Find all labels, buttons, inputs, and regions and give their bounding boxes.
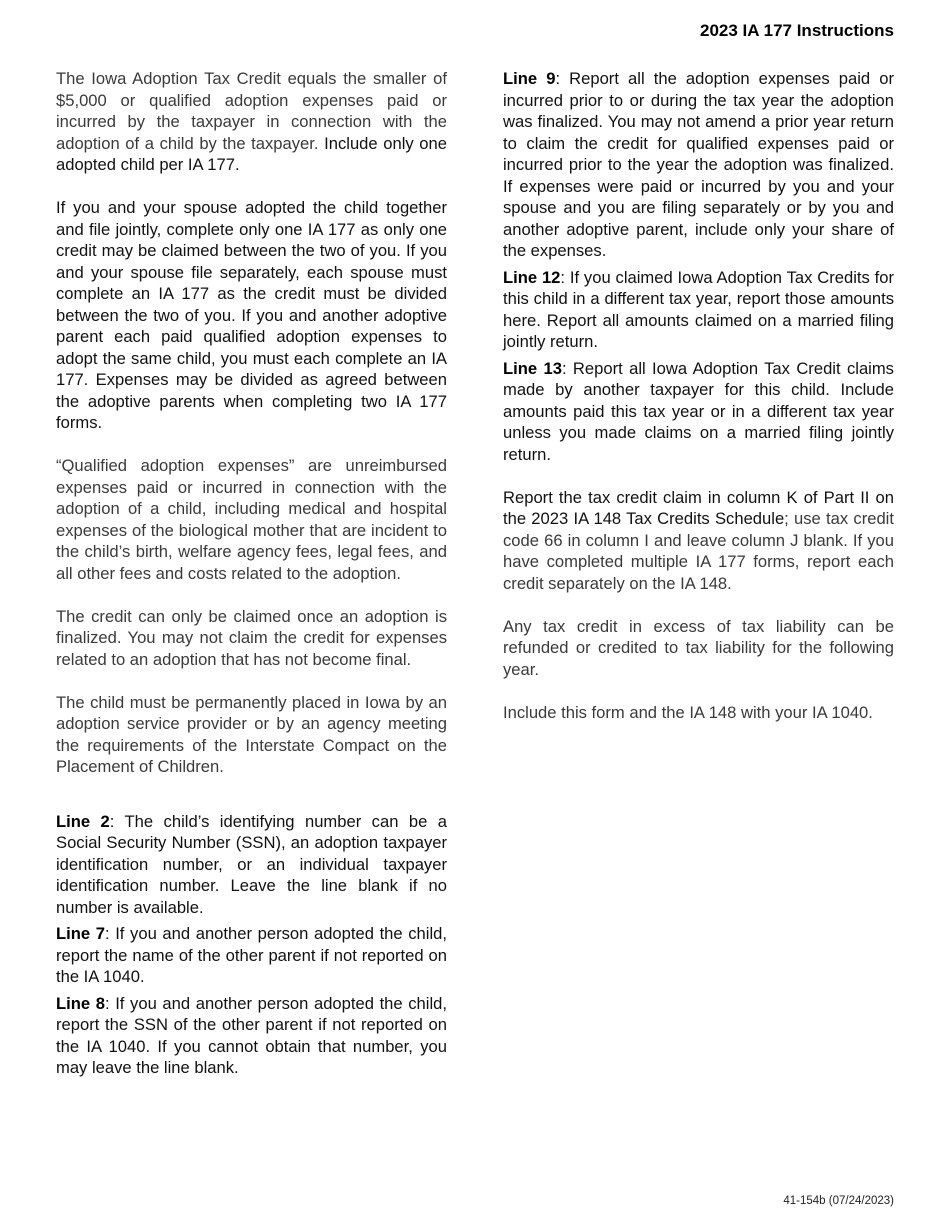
finalized-paragraph: The credit can only be claimed once an adoption is finalized. You may not claim the credit for expenses related to an adoption that has not become final. xyxy=(56,606,447,669)
intro-text: The Iowa Adoption Tax Credit equals the smaller of $5,000 or qualified adoption expenses paid or incurred by the taxpayer in connection with the adoption of a child by the taxpayer. xyxy=(56,69,447,153)
include-paragraph: Include this form and the IA 148 with your IA 1040. xyxy=(503,702,873,722)
page-title: 2023 IA 177 Instructions xyxy=(699,21,894,40)
form-code: 41-154b (07/24/2023) xyxy=(783,1195,894,1207)
report-text: Report the tax credit claim in column K of Part II on the 2023 IA 148 Tax Credits Schedule xyxy=(503,487,894,528)
line9-paragraph xyxy=(503,68,894,262)
line8-paragraph xyxy=(56,993,447,1079)
line7-label: Line 7 xyxy=(56,924,105,943)
line12-label: Line 12 xyxy=(503,267,561,287)
right-column xyxy=(503,68,894,723)
report-paragraph xyxy=(503,487,894,595)
spouse-paragraph: If you and your spouse adopted the child together and file jointly, complete only one IA 177 as only one credit may be claimed between the two of you. If you and your spouse file separately, each spouse must complete an IA 177 as the credit must be divided between the two of you. If you and another adoptive parent each paid qualified adoption expenses to adopt the same child, you must each complete an IA 177. Expenses may be divided as agreed between the adoptive parents when completing two IA 177 forms. xyxy=(56,198,447,432)
line12-paragraph xyxy=(503,267,894,353)
line2-paragraph xyxy=(56,811,447,919)
line7-paragraph xyxy=(56,923,447,988)
line9-label: Line 9 xyxy=(503,69,556,88)
line12-text: : If you claimed Iowa Adoption Tax Credits for this child in a different tax year, report those amounts here. Report all amounts claimed on a married filing jointly return. xyxy=(503,267,894,351)
qualified-expenses-paragraph: “Qualified adoption expenses” are unreimbursed expenses paid or incurred in connection with the adoption of a child, including medical and hospital expenses of the biological mother that are incident to the child’s birth, welfare agency fees, legal fees, and all other fees and costs related to the adoption. xyxy=(56,456,447,583)
line13-text: : Report all Iowa Adoption Tax Credit claims made by another taxpayer for this child. Include amounts paid this tax year or in a different tax year unless you made claims on a married filing jointly return. xyxy=(503,358,894,464)
intro-paragraph xyxy=(56,68,447,176)
intro-text-rest: Include only one adopted child per IA 177. xyxy=(56,133,447,174)
left-column xyxy=(56,68,447,1079)
line7-text: : If you and another person adopted the child, report the name of the other parent if not reported on the IA 1040. xyxy=(56,924,447,986)
line8-text: : If you and another person adopted the child, report the SSN of the other parent if not reported on the IA 1040. If you cannot obtain that number, you may leave the line blank. xyxy=(56,993,447,1077)
line2-text: : The child’s identifying number can be a Social Security Number (SSN), an adoption taxpayer identification number, or an individual taxpayer identification number. Leave the line blank if no number is available. xyxy=(56,811,447,917)
placement-paragraph: The child must be permanently placed in Iowa by an adoption service provider or by an agency meeting the requirements of the Interstate Compact on the Placement of Children. xyxy=(56,692,447,776)
report-text-rest: ; use tax credit code 66 in column I and leave column J blank. If you have completed multiple IA 177 forms, report each credit separately on the IA 148. xyxy=(503,509,894,593)
line2-label: Line 2 xyxy=(56,811,110,831)
line8-label: Line 8 xyxy=(56,993,105,1013)
line13-paragraph xyxy=(503,358,894,466)
line9-text: : Report all the adoption expenses paid or incurred prior to or during the tax year the adoption was finalized. You may not amend a prior year return to claim the credit for qualified expenses paid or incurred prior to the year the adoption was finalized. If expenses were paid or incurred by you and your spouse and you are filing separately or by you and another adoptive parent, include only your share of the expenses. xyxy=(503,69,895,260)
line13-label: Line 13 xyxy=(503,358,562,378)
excess-paragraph: Any tax credit in excess of tax liability can be refunded or credited to tax liability for the following year. xyxy=(503,616,894,679)
